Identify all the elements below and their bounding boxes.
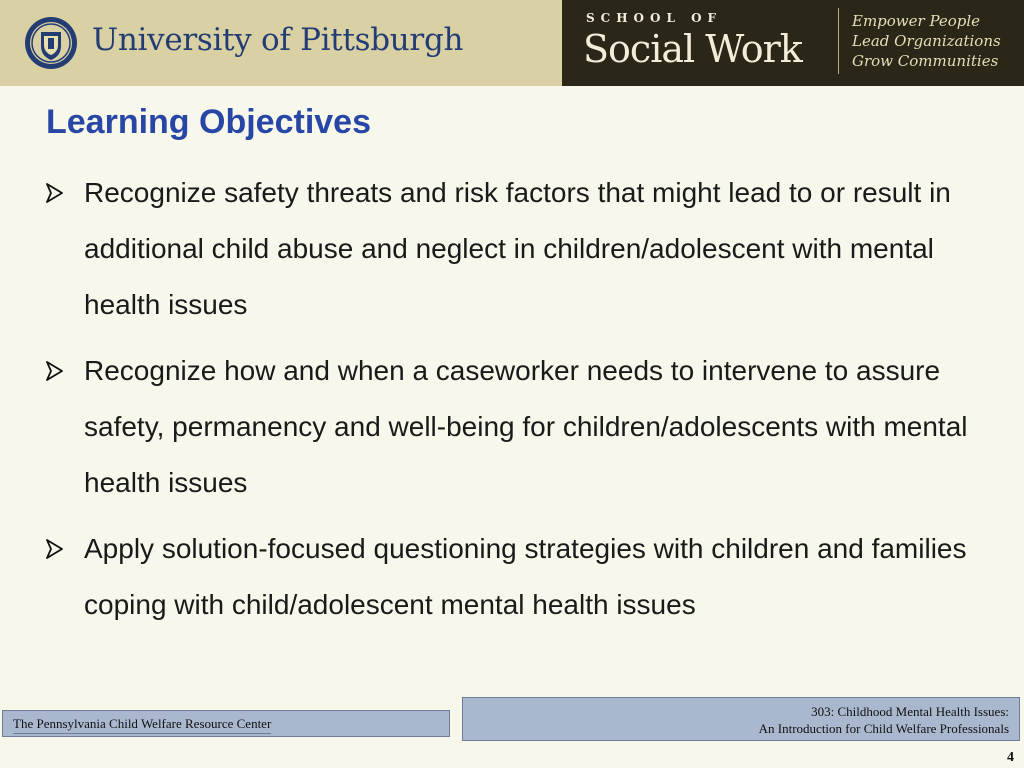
objective-text: Recognize how and when a caseworker needs to intervene to assure safety, permanency and well-being for children/adolescents with mental health issues: [84, 355, 968, 498]
tagline-3: Grow Communities: [852, 52, 999, 70]
pitt-logo-area: [0, 0, 562, 86]
header-banner: [0, 0, 1024, 86]
arrow-bullet-icon: [46, 165, 66, 221]
objective-item: [46, 521, 1006, 633]
objective-text: Apply solution-focused questioning strategies with children and families coping with child/adolescent mental health issues: [84, 533, 967, 620]
objective-item: [46, 343, 1006, 511]
tagline-1: Empower People: [852, 12, 981, 30]
header-divider: [838, 8, 839, 74]
social-work-label: Social Work: [583, 27, 802, 71]
arrow-bullet-icon: [46, 343, 66, 399]
footer-right-box: [462, 697, 1020, 741]
objective-item: [46, 165, 1006, 333]
page-number: 4: [1007, 750, 1014, 765]
objectives-list: [46, 165, 1006, 643]
resource-center-label: The Pennsylvania Child Welfare Resource Center: [13, 716, 271, 734]
university-name: University of Pittsburgh: [92, 22, 464, 58]
course-title-line-2: An Introduction for Child Welfare Professionals: [758, 721, 1009, 736]
school-of-social-work-area: [562, 0, 1024, 86]
university-seal-icon: [24, 14, 78, 72]
slide-title: Learning Objectives: [46, 103, 371, 141]
objective-text: Recognize safety threats and risk factors that might lead to or result in additional child abuse and neglect in children/adolescent with mental health issues: [84, 177, 951, 320]
footer-left-box: [2, 710, 450, 737]
course-title-line-1: 303: Childhood Mental Health Issues:: [811, 704, 1009, 719]
arrow-bullet-icon: [46, 521, 66, 577]
tagline-2: Lead Organizations: [852, 32, 1001, 50]
school-of-label: SCHOOL OF: [586, 11, 723, 25]
